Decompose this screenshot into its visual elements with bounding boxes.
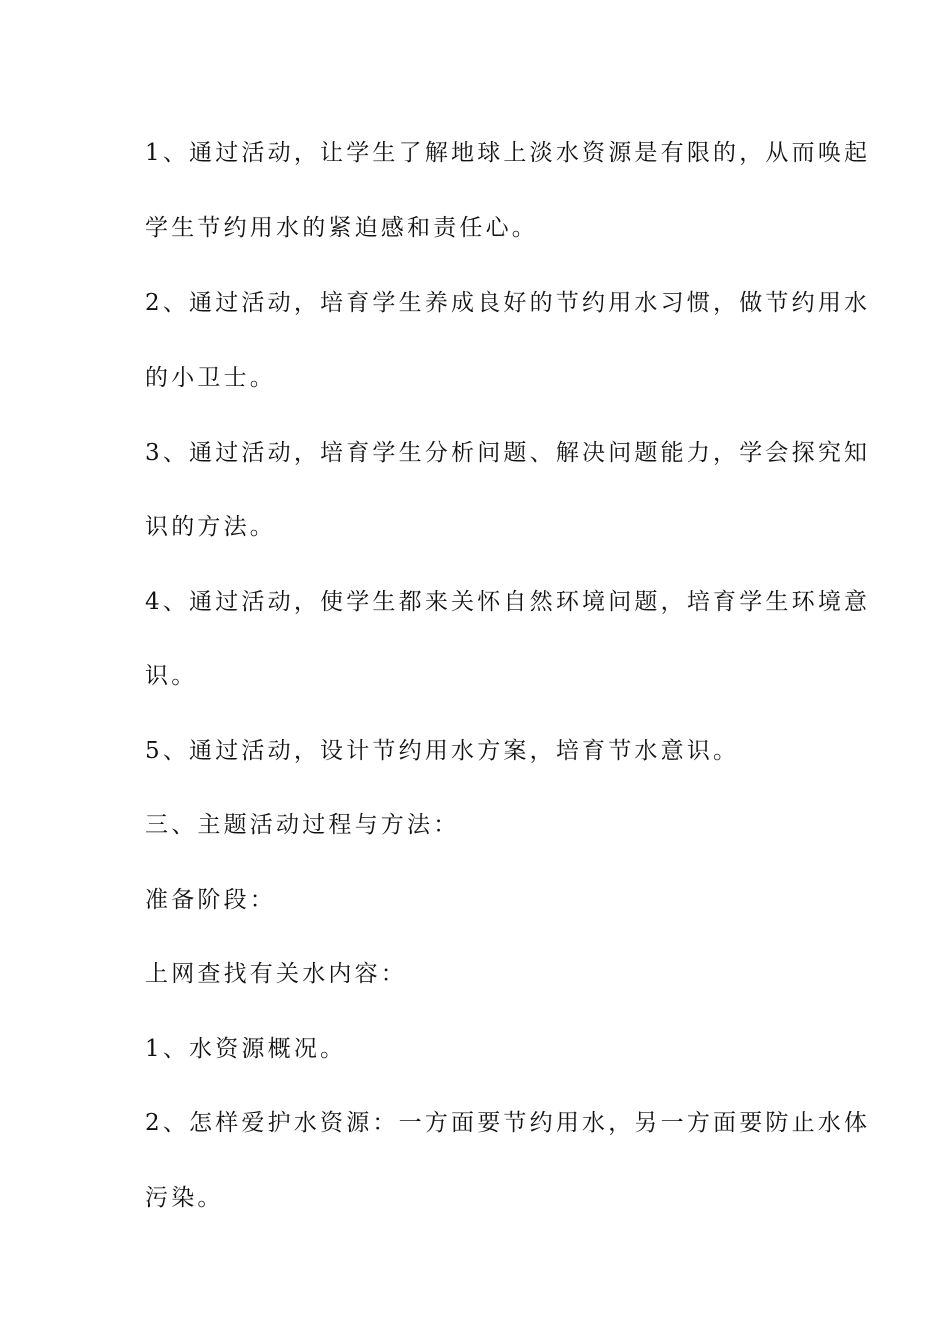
text-line-13: 1、水资源概况。: [145, 1036, 347, 1062]
text-line-7: 4、通过活动，使学生都来关怀自然环境问题，培育学生环境意: [145, 589, 871, 615]
text-line-6: 识的方法。: [145, 514, 276, 540]
text-line-11: 准备阶段：: [145, 887, 276, 913]
text-line-12: 上网查找有关水内容：: [145, 961, 407, 987]
text-line-9: 5、通过活动，设计节约用水方案，培育节水意识。: [145, 738, 740, 764]
section-heading: 三、主题活动过程与方法：: [145, 812, 460, 838]
text-line-2: 学生节约用水的紧迫感和责任心。: [145, 215, 538, 241]
text-line-1: 1、通过活动，让学生了解地球上淡水资源是有限的，从而唤起: [145, 140, 871, 166]
text-line-5: 3、通过活动，培育学生分析问题、解决问题能力，学会探究知: [145, 440, 871, 466]
text-line-15: 污染。: [145, 1185, 224, 1211]
text-line-14: 2、怎样爱护水资源：一方面要节约用水，另一方面要防止水体: [145, 1110, 871, 1136]
text-line-4: 的小卫士。: [145, 365, 276, 391]
text-line-8: 识。: [145, 663, 198, 689]
text-line-3: 2、通过活动，培育学生养成良好的节约用水习惯，做节约用水: [145, 290, 871, 316]
